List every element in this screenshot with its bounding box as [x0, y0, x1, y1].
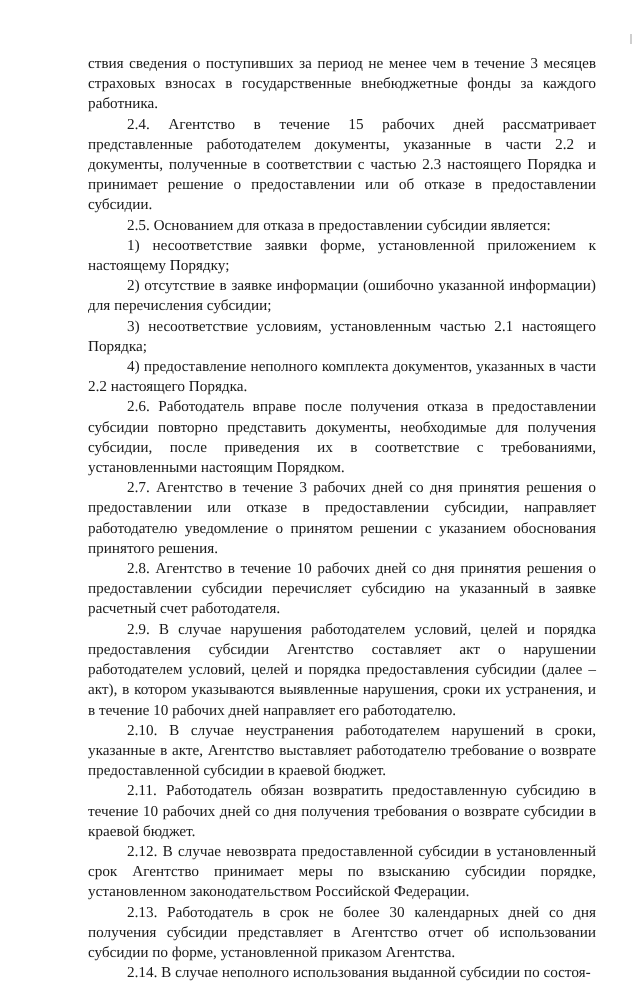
- paragraph-2-13: 2.13. Работодатель в срок не более 30 календарных дней со дня получения субсидии представляет в Агентство отчет об использовании субсидии по форме, установленной приказом Агентства.: [88, 903, 596, 961]
- list-item-4: 4) предоставление неполного комплекта документов, указанных в части 2.2 настоящего Порядка.: [88, 358, 596, 396]
- scan-edge-mark: [630, 34, 632, 44]
- paragraph-2-8: 2.8. Агентство в течение 10 рабочих дней со дня принятия решения о предоставлении субсидии перечисляет субсидию на указанный в заявке расчетный счет работодателя.: [88, 560, 596, 618]
- paragraph-2-6: 2.6. Работодатель вправе после получения отказа в предоставлении субсидии повторно представить документы, необходимые для получения субсидии, после приведения их в соответствие с требованиями, установленными настоящим Порядком.: [88, 398, 596, 477]
- list-item-1: 1) несоответствие заявки форме, установленной приложением к настоящему Порядку;: [88, 236, 596, 275]
- paragraph-2-7: 2.7. Агентство в течение 3 рабочих дней со дня принятия решения о предоставлении или отказе в предоставлении субсидии, направляет работодателю уведомление о принятом решении с указанием обоснования принятого решения.: [88, 479, 596, 557]
- document-page: [88, 54, 596, 983]
- paragraph-continuation: ствия сведения о поступивших за период не менее чем в течение 3 месяцев страховых взносах в государственные внебюджетные фонды за каждого работника.: [88, 55, 596, 113]
- paragraph-2-14: 2.14. В случае неполного использования выданной субсидии по состоя-: [127, 964, 591, 982]
- paragraph-2-11: 2.11. Работодатель обязан возвратить предоставленную субсидию в течение 10 рабочих дней со дня получения требования о возврате субсидии в краевой бюджет.: [88, 782, 596, 840]
- paragraph-2-9: 2.9. В случае нарушения работодателем условий, целей и порядка предоставления субсидии Агентство составляет акт о нарушении работодателем условий, целей и порядка предоставления субсидии (далее – акт), в котором указываются выявленные нарушения, сроки их устранения, и в течение 10 рабочих дней направляет его работодателю.: [88, 620, 596, 719]
- list-item-3: 3) несоответствие условиям, установленным частью 2.1 настоящего Порядка;: [88, 317, 596, 355]
- list-item-2: 2) отсутствие в заявке информации (ошибочно указанной информации) для перечисления субсидии;: [88, 277, 596, 315]
- paragraph-2-4: 2.4. Агентство в течение 15 рабочих дней рассматривает представленные работодателем документы, указанные в части 2.2 и документы, полученные в соответствии с частью 2.3 настоящего Порядка и принимает решение о предоставлении или об отказе в предоставлении субсидии.: [88, 115, 596, 214]
- paragraph-2-5: 2.5. Основанием для отказа в предоставлении субсидии является:: [127, 216, 551, 234]
- paragraph-2-10: 2.10. В случае неустранения работодателем нарушений в сроки, указанные в акте, Агентство выставляет работодателю требование о возврате предоставленной субсидии в краевой бюджет.: [88, 721, 596, 780]
- paragraph-2-12: 2.12. В случае невозврата предоставленной субсидии в установленный срок Агентство принимает меры по взысканию субсидии порядке, установленном законодательством Российской Федерации.: [88, 842, 596, 901]
